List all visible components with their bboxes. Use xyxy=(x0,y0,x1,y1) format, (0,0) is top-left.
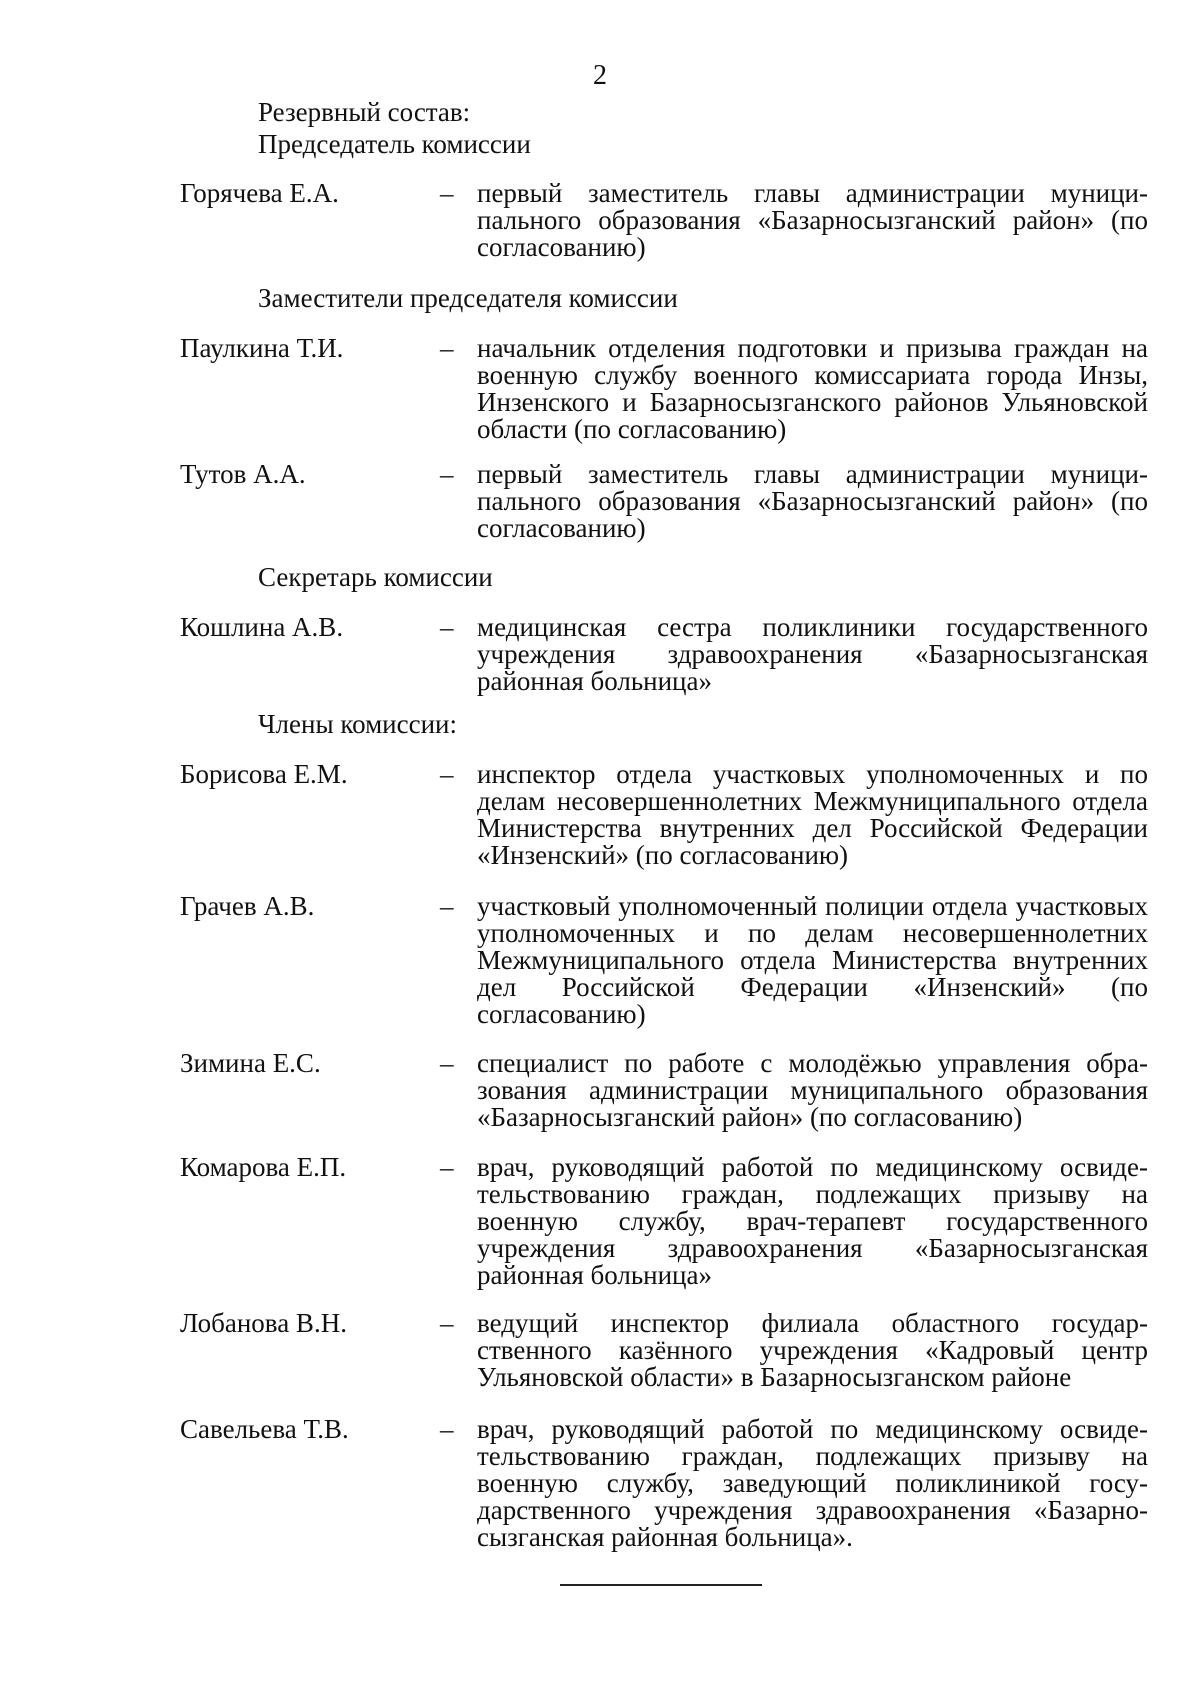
entry-zimina xyxy=(180,1048,1148,1132)
entry-goryacheva xyxy=(180,178,1148,262)
heading-members: Члены комиссии: xyxy=(258,709,457,739)
member-position: ведущий инспектор филиала областного государственного казённого учреждения «Кадровый центр Ульяновской области» в Базарносызганском районе xyxy=(477,1308,1148,1392)
closing-rule xyxy=(560,1584,762,1586)
dash-separator: – xyxy=(440,1414,454,1444)
heading-reserve: Резервный состав: xyxy=(258,97,471,127)
entry-grachev xyxy=(180,891,1148,1029)
heading-secretary: Секретарь комиссии xyxy=(258,562,493,592)
member-position: специалист по работе с молодёжью управления образования администрации муниципального образования «Базарносызганский район» (по согласованию) xyxy=(477,1048,1148,1132)
member-position: врач, руководящий работой по медицинскому освидетельствованию граждан, подлежащих призыву на военную службу, заведующий поликлиникой государственного учреждения здравоохранения «Базарносызганская районная больница». xyxy=(477,1414,1148,1552)
dash-separator: – xyxy=(440,612,454,642)
member-name: Кошлина А.В. xyxy=(180,612,344,642)
member-name: Борисова Е.М. xyxy=(180,759,348,789)
heading-chairman: Председатель комиссии xyxy=(258,129,531,159)
entry-paulkina xyxy=(180,333,1148,444)
member-position: начальник отделения подготовки и призыва граждан на военную службу военного комиссариата города Инзы, Инзенского и Базарносызганского районов Ульяновской области (по согласованию) xyxy=(477,333,1148,444)
dash-separator: – xyxy=(440,333,454,363)
entry-komarova xyxy=(180,1152,1148,1290)
member-position: первый заместитель главы администрации муниципального образования «Базарносызганский район» (по согласованию) xyxy=(477,459,1148,543)
member-position: участковый уполномоченный полиции отдела участковых уполномоченных и по делам несовершеннолетних Межмуниципального отдела Министерства внутренних дел Российской Федерации «Инзенский» (по согласованию) xyxy=(477,891,1148,1029)
member-name: Комарова Е.П. xyxy=(180,1152,347,1182)
member-name: Тутов А.А. xyxy=(180,459,306,489)
member-position: первый заместитель главы администрации муниципального образования «Базарносызганский район» (по согласованию) xyxy=(477,178,1148,262)
entry-savelyeva xyxy=(180,1414,1148,1552)
dash-separator: – xyxy=(440,1152,454,1182)
member-position: инспектор отдела участковых уполномоченных и по делам несовершеннолетних Межмуниципального отдела Министерства внутренних дел Российской Федерации «Инзенский» (по согласованию) xyxy=(477,759,1148,870)
dash-separator: – xyxy=(440,1048,454,1078)
member-name: Лобанова В.Н. xyxy=(180,1308,347,1338)
dash-separator: – xyxy=(440,759,454,789)
member-position: врач, руководящий работой по медицинскому освидетельствованию граждан, подлежащих призыву на военную службу, врач-терапевт государственного учреждения здравоохранения «Базарносызганская районная больница» xyxy=(477,1152,1148,1290)
dash-separator: – xyxy=(440,178,454,208)
dash-separator: – xyxy=(440,1308,454,1338)
member-name: Зимина Е.С. xyxy=(180,1048,321,1078)
entry-borisova xyxy=(180,759,1148,870)
dash-separator: – xyxy=(440,891,454,921)
member-name: Горячева Е.А. xyxy=(180,178,339,208)
heading-deputies: Заместители председателя комиссии xyxy=(258,283,678,313)
member-name: Паулкина Т.И. xyxy=(180,333,344,363)
entry-tutov xyxy=(180,459,1148,543)
member-position: медицинская сестра поликлиники государственного учреждения здравоохранения «Базарносызганская районная больница» xyxy=(477,612,1148,696)
entry-koshlina xyxy=(180,612,1148,696)
entry-lobanova xyxy=(180,1308,1148,1392)
member-name: Грачев А.В. xyxy=(180,891,315,921)
dash-separator: – xyxy=(440,459,454,489)
member-name: Савельева Т.В. xyxy=(180,1414,349,1444)
page-number: 2 xyxy=(593,60,607,91)
